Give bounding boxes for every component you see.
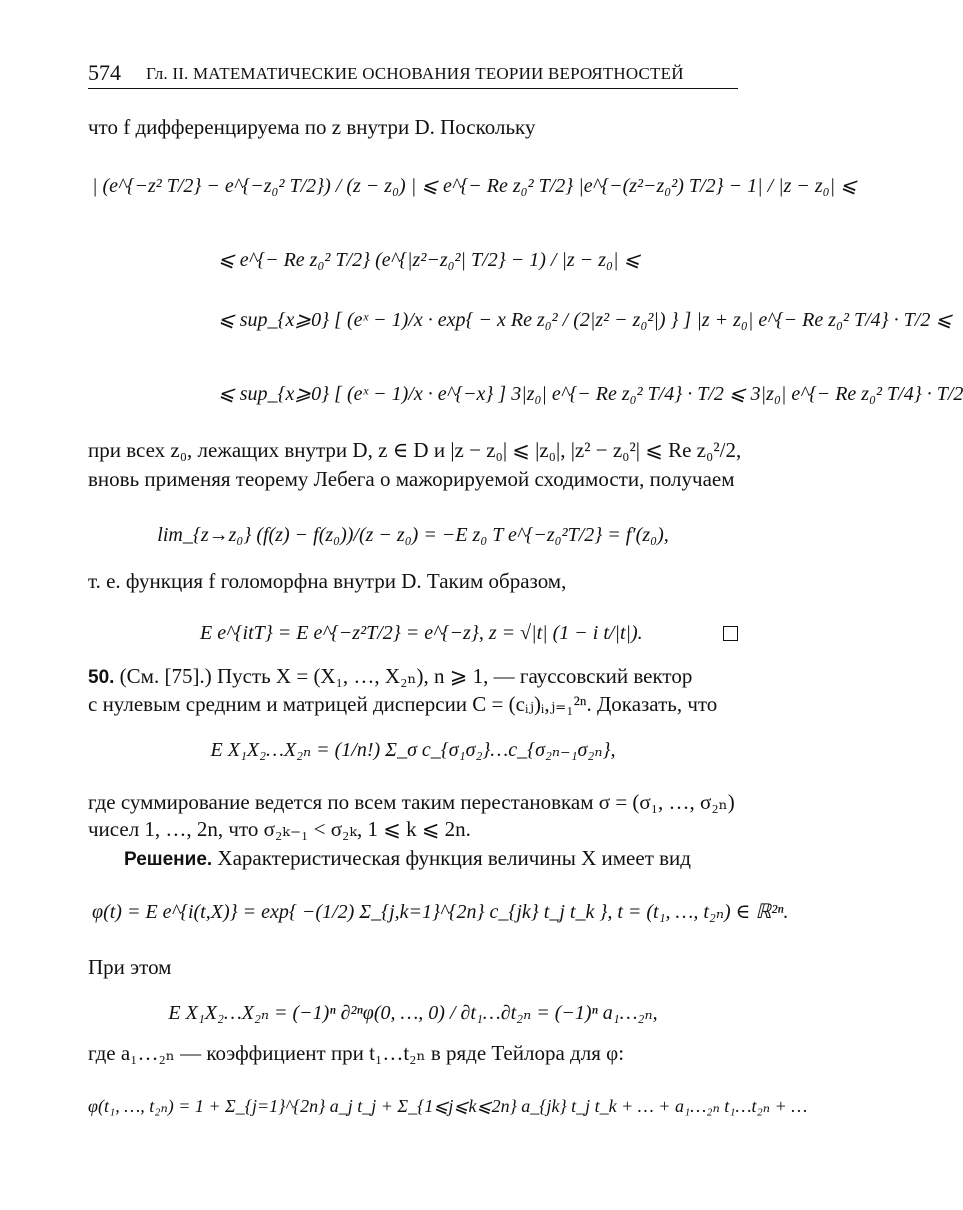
inequality-line-1: | (e^{−z² T/2} − e^{−z₀² T/2}) / (z − z₀) | ⩽ e^{− Re z₀² T/2} |e^{−(z²−z₀²) T/2} − 1| / |z − z₀| ⩽ — [92, 175, 857, 197]
summation-text-2: чисел 1, …, 2n, что σ₂ₖ₋₁ < σ₂ₖ, 1 ⩽ k ⩽ 2n. — [88, 817, 471, 841]
taylor-series-equation: φ(t₁, …, t₂ₙ) = 1 + Σ_{j=1}^{2n} a_j t_j + Σ_{1⩽j⩽k⩽2n} a_{jk} t_j t_k + … + a₁…₂ₙ t₁…t₂ₙ + … — [88, 1096, 808, 1116]
qed-square-icon — [723, 626, 738, 641]
inequality-line-2: ⩽ e^{− Re z₀² T/2} (e^{|z²−z₀²| T/2} − 1) / |z − z₀| ⩽ — [218, 249, 641, 271]
problem-50-line-1 — [88, 666, 692, 687]
problem-number: 50. — [88, 667, 115, 688]
problem-text-1: (См. [75].) Пусть X = (X₁, …, X₂ₙ), n ⩾ 1, — гауссовский вектор — [119, 664, 693, 688]
pri-etom-text: При этом — [88, 955, 172, 979]
characteristic-function-equation: φ(t) = E e^{i(t,X)} = exp{ −(1/2) Σ_{j,k=1}^{2n} c_{jk} t_j t_k }, t = (t₁, …, t₂ₙ) ∈ ℝ²ⁿ. — [92, 901, 789, 923]
page-header — [88, 58, 738, 89]
summation-text-1: где суммирование ведется по всем таким перестановкам σ = (σ₁, …, σ₂ₙ) — [88, 790, 735, 814]
solution-label: Решение. — [124, 849, 213, 870]
solution-text: Характеристическая функция величины X имеет вид — [217, 846, 691, 870]
condition-text: при всех z₀, лежащих внутри D, z ∈ D и |z − z₀| ⩽ |z₀|, |z² − z₀²| ⩽ Re z₀²/2, — [88, 438, 742, 462]
problem-50-line-2: с нулевым средним и матрицей дисперсии C = (cᵢⱼ)ᵢ,ⱼ₌₁²ⁿ. Доказать, что — [88, 692, 718, 716]
running-head: Гл. II. МАТЕМАТИЧЕСКИЕ ОСНОВАНИЯ ТЕОРИИ ВЕРОЯТНОСТЕЙ — [146, 64, 684, 83]
inequality-line-3: ⩽ sup_{x⩾0} [ (eˣ − 1)/x · exp{ − x Re z₀² / (2|z² − z₀²|) } ] |z + z₀| e^{− Re z₀² T/4} · T/2 ⩽ — [218, 309, 953, 331]
intro-text: что f дифференцируема по z внутри D. Поскольку — [88, 115, 536, 139]
lebesgue-text: вновь применяя теорему Лебега о мажорируемой сходимости, получаем — [88, 467, 735, 491]
page-number: 574 — [88, 60, 121, 85]
limit-equation: lim_{z→z₀} (f(z) − f(z₀))/(z − z₀) = −E z₀ T e^{−z₀²T/2} = f′(z₀), — [157, 524, 669, 546]
inequality-line-4: ⩽ sup_{x⩾0} [ (eˣ − 1)/x · e^{−x} ] 3|z₀| e^{− Re z₀² T/4} · T/2 ⩽ 3|z₀| e^{− Re z₀² T/4} · T/2 — [218, 383, 963, 405]
final-equation: E e^{itT} = E e^{−z²T/2} = e^{−z}, z = √|t| (1 − i t/|t|). — [200, 622, 643, 644]
derivative-equation: E X₁X₂…X₂ₙ = (−1)ⁿ ∂²ⁿφ(0, …, 0) / ∂t₁…∂t₂ₙ = (−1)ⁿ a₁…₂ₙ, — [168, 1002, 658, 1024]
solution-line — [124, 848, 691, 869]
moment-equation: E X₁X₂…X₂ₙ = (1/n!) Σ_σ c_{σ₁σ₂}…c_{σ₂ₙ₋₁σ₂ₙ}, — [210, 739, 616, 761]
holomorphic-text: т. е. функция f голоморфна внутри D. Таким образом, — [88, 569, 567, 593]
coefficient-text: где a₁…₂ₙ — коэффициент при t₁…t₂ₙ в ряде Тейлора для φ: — [88, 1041, 625, 1065]
